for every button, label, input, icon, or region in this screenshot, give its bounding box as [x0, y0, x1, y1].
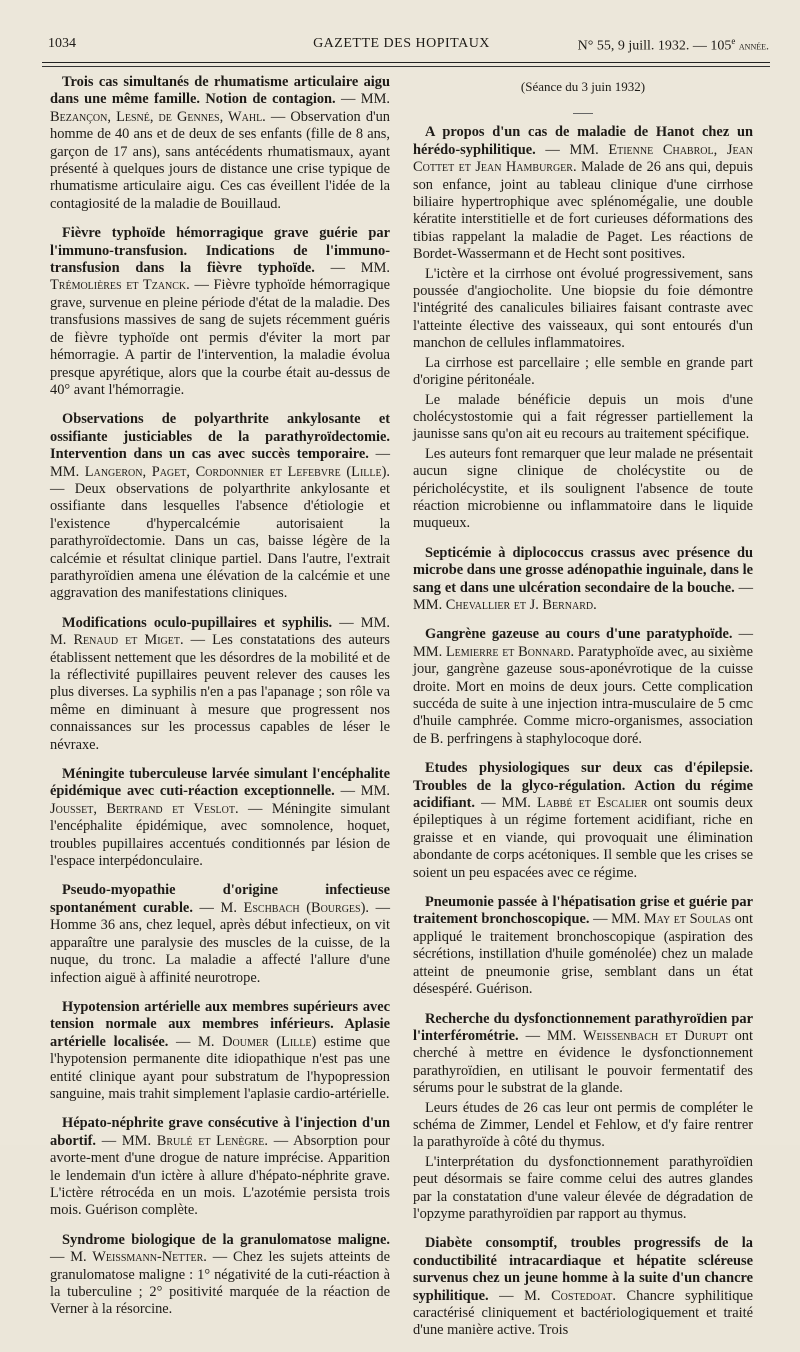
article-authors: — MM. May et Soulas	[593, 911, 731, 928]
article-meningite	[50, 766, 390, 870]
article-title: Syndrome biologique de la granulomatose maligne.	[62, 1231, 390, 1248]
article-body: — Deux observations de polyarthrite ankylosante et ossifiante dans lesquelles l'absence d'étiologie et l'existence d'hypercalcémie autorisaient la parathyroïdectomie. Dans un cas, baisse légère de la calcémie et résultat clinique partiel. Dans l'autre, l'extrait parathyroïdien amena une élévation de la calcémie et une aggravation des manifestations cliniques.	[50, 480, 390, 602]
article-polyarthrite	[50, 411, 390, 602]
article-title: A propos d'un cas de maladie de Hanot chez un hérédo-syphilitique.	[413, 124, 753, 158]
article-body: Malade de 26 ans qui, depuis son enfance, joint au tableau clinique d'une cirrhose biliaire hypertrophique avec splénomégalie, une double kératite interstitielle et de fort curieuses déformations des tibias rappelant la maladie de Paget. Les réactions de Bordet-Wassermann et de Hecht sont positives.	[413, 159, 753, 263]
article-title: Modifications oculo-pupillaires et syphilis.	[62, 614, 333, 631]
article-title: Hépato-néphrite grave consécutive à l'injection d'un abortif.	[50, 1115, 390, 1149]
article-paragraph: Le malade bénéficie depuis un mois d'une cholécystostomie qui a fait régresser partiellement la jaunisse sans qu'on ait eu recours au traitement spécifique.	[413, 391, 753, 443]
article-authors: — MM. Brulé et Lenègre.	[101, 1132, 269, 1149]
article-typhoide	[50, 225, 390, 399]
article-authors: — M. Eschbach (Bourges).	[199, 899, 369, 916]
article-authors: — MM. M. Renaud et Miget.	[50, 614, 390, 649]
article-title: Fièvre typhoïde hémorragique grave guérie par l'immuno-transfusion. Indications de l'immuno-transfusion dans la fièvre typhoïde.	[50, 225, 390, 277]
article-authors: — MM. Lemierre et Bonnard.	[413, 626, 753, 660]
article-title: Méningite tuberculeuse larvée simulant l'encéphalite épidémique avec cuti-réaction exceptionnelle.	[50, 766, 390, 800]
article-authors: — MM. Trémolières et Tzanck.	[50, 260, 390, 294]
session-separator	[573, 113, 593, 114]
article-body: ont cherché à mettre en évidence le dysfonctionnement parathyroïdien, en utilisant le pouvoir fermentatif des sérums pour le substrat de la glande.	[413, 1027, 753, 1097]
article-hypotension	[50, 999, 390, 1103]
article-paragraph: L'interprétation du dysfonctionnement parathyroïdien peut désormais se faire comme celui des autres glandes par la constatation d'une valeur élevée de dégradation de l'opzyme parathyroïdien par rapport au thymus.	[413, 1153, 753, 1222]
year-suffix: e	[731, 36, 736, 46]
journal-title: GAZETTE DES HOPITAUX	[313, 36, 490, 51]
article-title: Hypotension artérielle aux membres supérieurs avec tension normale aux membres inférieurs. Aplasie artérielle localisée.	[50, 998, 390, 1050]
issue-info	[578, 36, 769, 55]
article-body: ont appliqué le traitement bronchoscopique (aspiration des sécrétions, instillation d'huile goménolée) chez un malade atteint de pneumonie grise, semblant dans un état désespéré. Guérison.	[413, 911, 753, 998]
header-rule-thin	[42, 66, 770, 67]
article-body: ont soumis deux épileptiques à un régime fortement acidifiant, riche en graisse et en viande, qui provoquait une élimination abondante de corps acétoniques. Il semble que les crises se soient un peu espacées avec ce régime.	[413, 795, 754, 881]
article-authors: — MM. Langeron, Paget, Cordonnier et Lefebvre (Lille).	[50, 446, 390, 480]
article-body: — Observation d'un homme de 40 ans et de deux de ses enfants (fille de 8 ans, garçon de 17 ans), sans antécédents rhumatismaux, ayant présenté à quelques jours de distance une crise typique de rhumatisme articulaire aigu. Ces cas éveillent l'idée de la contagiosité de la maladie de Bouillaud.	[50, 108, 390, 212]
article-title: Pseudo-myopathie d'origine infectieuse spontanément curable.	[50, 882, 390, 916]
article-title: Gangrène gazeuse au cours d'une paratyphoïde.	[425, 626, 733, 643]
article-title: Etudes physiologiques sur deux cas d'épilepsie. Troubles de la glyco-régulation. Action du régime acidifiant.	[413, 760, 753, 812]
article-pneumonie	[413, 894, 753, 998]
article-parathyroidien	[413, 1011, 753, 1098]
article-body: — Méningite simulant l'encéphalite épidémique, avec somnolence, hoquet, troubles pupillaires accentués conditionnés par lésion de l'espace interpédonculaire.	[50, 800, 390, 870]
article-diabete	[413, 1235, 753, 1339]
article-body: Paratyphoïde avec, au sixième jour, gangrène gazeuse sous-aponévrotique de la cuisse droite. Mort en moins de deux jours. Cette complication succéda de suite à une injection intra-musculaire de 5 cmc d'huile camphrée. Comme micro-organismes, association de B. perfringens à staphylocoque doré.	[413, 643, 753, 747]
article-body: estime que l'hypotension permanente dite idiopathique n'est pas une entité clinique ayant pour substratum de l'hypopression sanguine, mais trahit simplement l'aplasie cardio-artérielle.	[50, 1033, 390, 1102]
article-paragraph: Leurs études de 26 cas leur ont permis de compléter le schéma de Zimmer, Lendel et Fehlow, et d'y faire rentrer la parathyroïde à côté du thymus.	[413, 1099, 753, 1151]
article-authors: — M. Weissmann-Netter.	[50, 1249, 207, 1266]
article-epilepsie	[413, 760, 753, 882]
article-rhumatisme	[50, 74, 390, 213]
article-pseudo-myopathie	[50, 882, 390, 986]
article-hepato-nephrite	[50, 1115, 390, 1219]
article-authors: — M. Costedoat.	[499, 1287, 616, 1304]
article-title: Recherche du dysfonctionnement parathyroïdien par l'interférométrie.	[413, 1010, 753, 1044]
page-number: 1034	[48, 36, 76, 51]
article-body: — Les constatations des auteurs établissent nettement que les désordres de la mobilité et de la réflectivité pupillaires peuvent relever des causes les plus diverses. La syphilis n'en a pas l'apanage ; son rôle va même en diminuant à mesure que progressent nos connaissances sur les processus capables de léser le névraxe.	[50, 632, 390, 753]
left-column	[50, 74, 390, 1331]
article-body: — Fièvre typhoïde hémorragique grave, survenue en pleine période d'état de la maladie. Des transfusions massives de sang de sujets récemment guéris de fièvre typhoïde ont permis d'éviter la mort par hémorragie. A partir de l'intervention, la maladie évolua presque apyrétique, alors que la courbe était au-dessus de 40° avant l'hémorragie.	[50, 277, 390, 398]
article-paragraph: Les auteurs font remarquer que leur malade ne présentait aucun signe clinique de cholécystite ou de péricholécystite, et ils soulignent l'absence de toute réaction microbienne ou inflammatoire dans le liquide muqueux.	[413, 445, 753, 532]
article-granulomatose	[50, 1232, 390, 1319]
session-date: (Séance du 3 juin 1932)	[520, 79, 646, 94]
article-title: Septicémie à diplococcus crassus avec présence du microbe dans une grosse adénopathie inguinale, dans le sang et dans une ulcération secondaire de la bouche.	[413, 544, 753, 596]
article-paragraph: L'ictère et la cirrhose ont évolué progressivement, sans poussée d'angiocholite. Une biopsie du foie démontre l'intégrité des canalicules biliaires faisant contraste avec l'atteinte élective des vaisseaux, qui sont entourés d'un manchon de cellules inflammatoires.	[413, 265, 753, 352]
right-column	[413, 74, 753, 1352]
article-authors: — MM. Weissenbach et Durupt	[525, 1027, 728, 1044]
header-rule	[42, 62, 770, 63]
page-header	[34, 36, 769, 58]
article-body: — Absorption pour avorte-ment d'une drogue de nature imprécise. Apparition le lendemain d'un ictère à allure d'hépato-néphrite grave. L'ictère rétrocéda en un mois. L'azotémie persista trois mois. Guérison complète.	[50, 1132, 390, 1219]
article-authors: — MM. Labbé et Escalier	[481, 795, 648, 812]
article-title: Trois cas simultanés de rhumatisme articulaire aigu dans une même famille. Notion de contagion.	[50, 74, 390, 108]
article-authors: — M. Doumer (Lille)	[176, 1033, 317, 1050]
year-label: année.	[738, 38, 769, 53]
article-authors: — MM. Jousset, Bertrand et Veslot.	[50, 783, 390, 817]
issue-number-date: N° 55, 9 juill. 1932. — 105	[577, 38, 732, 54]
article-oculo-pupillaires	[50, 615, 390, 754]
article-title: Pneumonie passée à l'hépatisation grise et guérie par traitement bronchoscopique.	[413, 894, 753, 928]
article-body: Chancre syphilitique caractérisé cliniquement et bactériologiquement et traité d'une manière active. Trois	[413, 1287, 753, 1339]
article-authors: — MM. Chevallier et J. Bernard.	[413, 579, 753, 613]
article-body: — Chez les sujets atteints de granulomatose maligne : 1° négativité de la cuti-réaction à la tuberculine ; 2° positivité marquée de la réaction de Verner à la résorcine.	[50, 1249, 390, 1318]
article-body: — Homme 36 ans, chez lequel, après début infectieux, on vit apparaître une paralysie des muscles de la cuisse, de la nuque, du tronc. La maladie a affecté l'allure d'une infection aiguë à affinité neurotrope.	[50, 899, 390, 986]
article-gangrene	[413, 626, 753, 748]
article-authors: — MM. Etienne Chabrol, Jean Cottet et Jean Hamburger.	[413, 141, 753, 176]
article-paragraph: La cirrhose est parcellaire ; elle semble en grande part d'origine péritonéale.	[413, 354, 753, 389]
article-title: Diabète consomptif, troubles progressifs de la conductibilité intracardiaque et hépatite scléreuse survenus chez un jeune homme à la suite d'un chancre syphilitique.	[413, 1235, 753, 1304]
article-septicemie	[413, 545, 753, 615]
article-authors: — MM. Bezançon, Lesné, de Gennes, Wahl.	[50, 91, 390, 125]
article-title: Observations de polyarthrite ankylosante et ossifiante justiciables de la parathyroïdectomie. Intervention dans un cas avec succès temporaire.	[50, 411, 390, 463]
article-hanot	[413, 124, 753, 263]
